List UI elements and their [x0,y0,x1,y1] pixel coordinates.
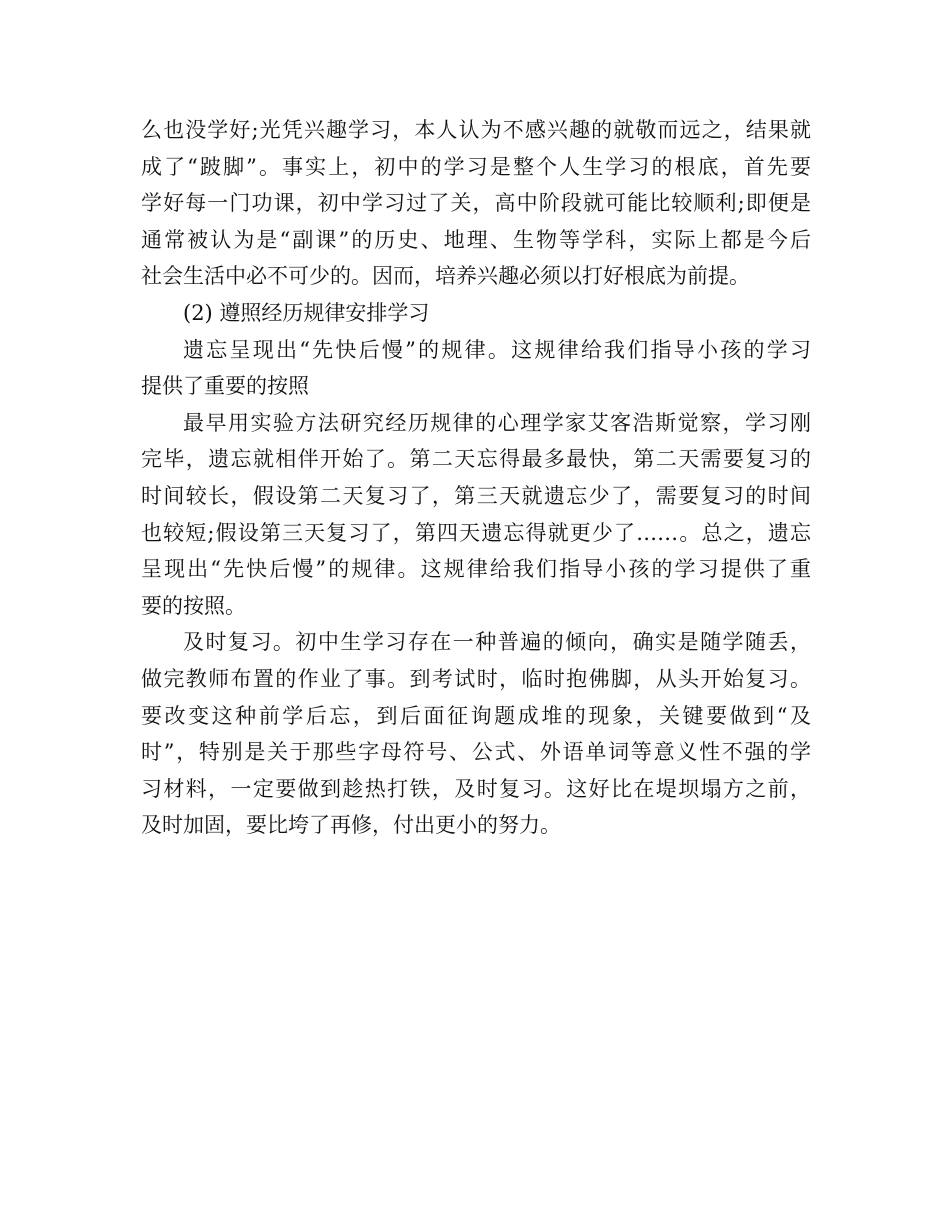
text-line: 及时复习。初中生学习存在一种普遍的倾向，确实是随学随丢， [183,630,811,655]
text-line: 完毕，遗忘就相伴开始了。第二天忘得最多最快，第二天需要复习的 [141,447,811,472]
text-line: 最早用实验方法研究经历规律的心理学家艾客浩斯觉察，学习刚 [183,410,811,435]
text-line: 要的按照。 [141,593,246,618]
text-line: 习材料，一定要做到趁热打铁，及时复习。这好比在堤坝塌方之前， [141,776,811,801]
paragraph-timely-review [141,624,811,844]
text-line: 学好每一门功课，初中学习过了关，高中阶段就可能比较顺利;即便是 [141,191,811,216]
text-line: 成了“跛脚”。事实上，初中的学习是整个人生学习的根底，首先要 [141,154,811,179]
text-line: 及时加固，要比垮了再修，付出更小的努力。 [141,813,561,838]
text-line: 呈现出“先快后慢”的规律。这规律给我们指导小孩的学习提供了重 [141,557,811,582]
text-line: 时间较长，假设第二天复习了，第三天就遗忘少了，需要复习的时间 [141,483,811,508]
text-line: 要改变这种前学后忘，到后面征询题成堆的现象，关键要做到“及 [141,703,811,728]
text-line: 也较短;假设第三天复习了，第四天遗忘得就更少了……。总之，遗忘 [141,520,811,545]
paragraph-forgetting-rule [141,332,811,405]
text-line: 提供了重要的按照 [141,374,309,399]
text-line: 遗忘呈现出“先快后慢”的规律。这规律给我们指导小孩的学习 [183,337,811,362]
text-line: 时”，特别是关于那些字母符号、公式、外语单词等意义性不强的学 [141,740,811,765]
paragraph-ebbinghaus [141,405,811,625]
text-line: 做完教师布置的作业了事。到考试时，临时抱佛脚，从头开始复习。 [141,666,811,691]
text-line: 社会生活中必不可少的。因而，培养兴趣必须以打好根底为前提。 [141,264,750,289]
text-line: 通常被认为是“副课”的历史、地理、生物等学科，实际上都是今后 [141,227,811,252]
heading-text: (2) 遵照经历规律安排学习 [183,300,430,325]
paragraph-interest-foundation [141,112,811,295]
section-heading [141,295,811,332]
text-line: 么也没学好;光凭兴趣学习，本人认为不感兴趣的就敬而远之，结果就 [141,118,811,142]
document-page [141,112,811,844]
